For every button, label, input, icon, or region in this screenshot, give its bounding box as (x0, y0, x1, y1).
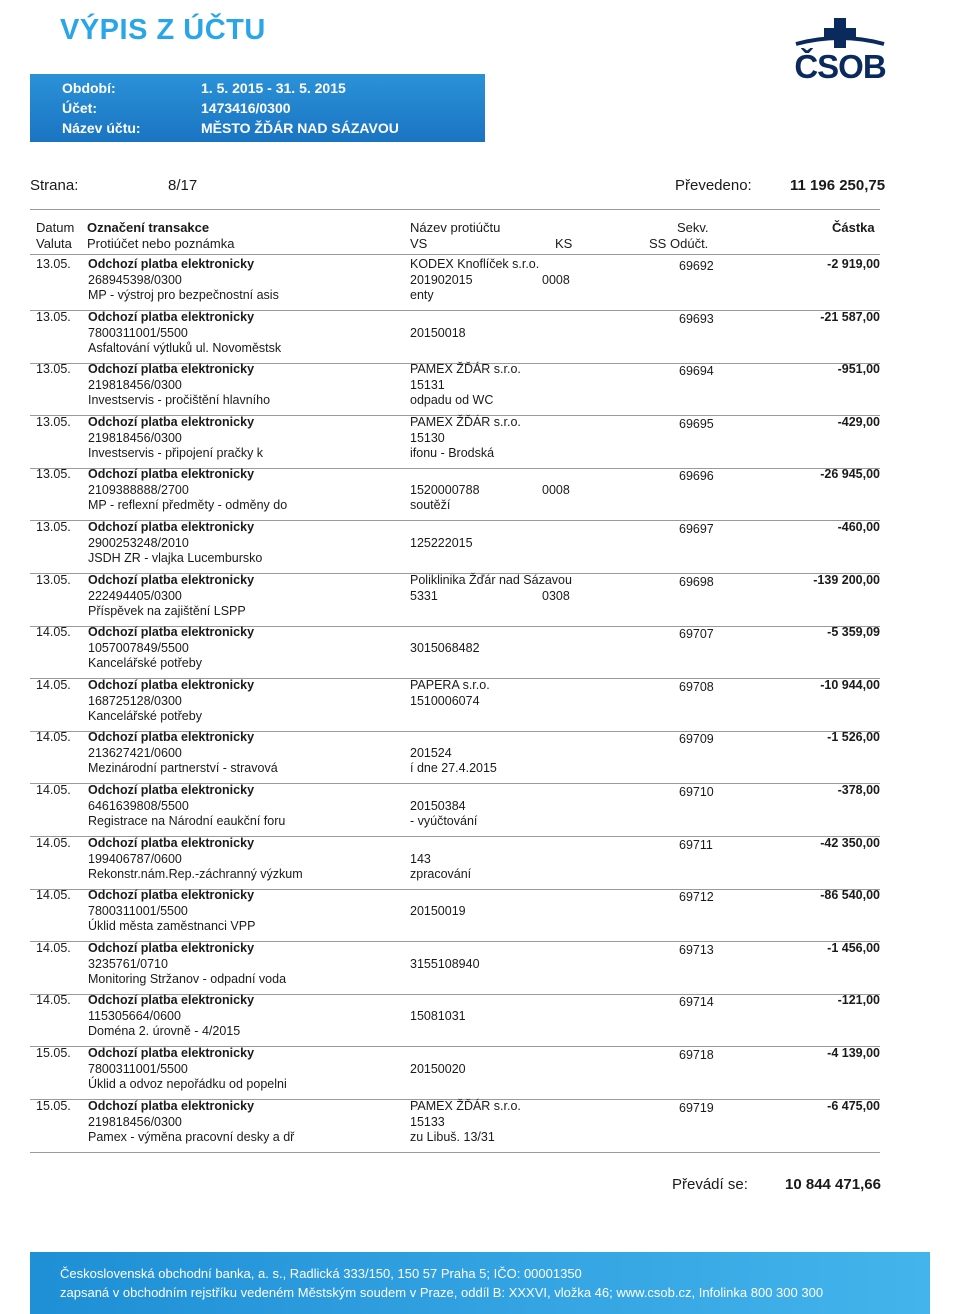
transaction-type: Odchozí platba elektronicky (88, 520, 255, 534)
transaction-date: 14.05. (36, 730, 71, 745)
transaction-type: Odchozí platba elektronicky (88, 362, 255, 377)
transaction-type: Odchozí platba elektronicky (88, 783, 255, 797)
col-oznaceni: Označení transakce (87, 220, 210, 235)
transaction-note: Monitoring Stržanov - odpadní voda (88, 971, 287, 986)
transaction-amount: -1 526,00 (827, 730, 880, 745)
transaction-note: JSDH ZR - vlajka Lucembursko (88, 551, 263, 565)
transaction-note-continued: soutěží (410, 498, 451, 513)
counter-account-name: PAMEX ŽĎÁR s.r.o. (410, 1098, 521, 1113)
counter-account: 7800311001/5500 (88, 325, 188, 340)
transaction-type: Odchozí platba elektronicky (88, 1046, 255, 1060)
sequence-number: 69698 (679, 574, 714, 589)
variable-symbol: 20150384 (410, 799, 466, 813)
transaction-note-continued: - vyúčtování (410, 814, 478, 828)
variable-symbol: 125222015 (410, 536, 473, 550)
constant-symbol: 0308 (542, 588, 570, 603)
account-number: 1473416/0300 (201, 100, 291, 116)
transaction-date: 13.05. (36, 257, 71, 271)
transaction-note: Úklid města zaměstnanci VPP (88, 919, 256, 934)
transaction-type: Odchozí platba elektronicky (88, 257, 255, 271)
variable-symbol: 1520000788 (410, 483, 480, 498)
counter-account: 3235761/0710 (88, 956, 168, 971)
transaction-date: 14.05. (36, 835, 71, 850)
counter-account: 2900253248/2010 (88, 536, 189, 550)
transaction-date: 13.05. (36, 309, 71, 324)
transaction-amount: -429,00 (837, 414, 880, 429)
counter-account: 213627421/0600 (88, 746, 182, 761)
counter-account: 1057007849/5500 (88, 641, 189, 656)
account-name-label: Název účtu: (62, 120, 141, 136)
page-title: VÝPIS Z ÚČTU (60, 14, 266, 46)
transaction-amount: -42 350,00 (820, 835, 880, 850)
csob-logo (790, 14, 890, 85)
counter-account: 7800311001/5500 (88, 1062, 188, 1076)
variable-symbol: 143 (410, 851, 431, 866)
transaction-note: Investservis - připojení pračky k (88, 445, 264, 460)
transaction-amount: -139 200,00 (813, 572, 880, 587)
account-info-box (30, 74, 485, 142)
counter-account-name: PAPERA s.r.o. (410, 677, 490, 692)
logo-text: ČSOB (794, 48, 886, 85)
counter-account: 219818456/0300 (88, 430, 182, 445)
transaction-date: 13.05. (36, 467, 71, 482)
variable-symbol: 15131 (410, 378, 445, 393)
col-castka: Částka (832, 220, 875, 235)
table-row (30, 362, 880, 416)
table-row (30, 888, 880, 942)
transaction-amount: -1 456,00 (827, 940, 880, 955)
transaction-note-continued: enty (410, 288, 434, 302)
sequence-number: 69713 (679, 942, 714, 957)
sequence-number: 69695 (679, 416, 714, 431)
counter-account-name: Poliklinika Žďár nad Sázavou (410, 572, 572, 587)
table-row (30, 573, 880, 627)
transaction-date: 13.05. (36, 572, 71, 587)
transaction-type: Odchozí platba elektronicky (88, 572, 255, 587)
transaction-note: Příspěvek na zajištění LSPP (88, 603, 246, 618)
variable-symbol: 3155108940 (410, 956, 480, 971)
table-row (30, 783, 880, 837)
table-row (30, 993, 880, 1047)
sequence-number: 69714 (679, 995, 714, 1010)
variable-symbol: 201902015 (410, 273, 473, 287)
carry-over-value: 10 844 471,66 (785, 1176, 881, 1193)
transaction-note: MP - reflexní předměty - odměny do (88, 498, 288, 513)
transaction-note: Mezinárodní partnerství - stravová (88, 761, 278, 776)
counter-account-name: PAMEX ŽĎÁR s.r.o. (410, 414, 521, 429)
transaction-type: Odchozí platba elektronicky (88, 677, 255, 692)
header-bottom-divider (30, 254, 880, 255)
transaction-amount: -86 540,00 (820, 888, 880, 903)
counter-account: 7800311001/5500 (88, 904, 188, 919)
table-row (30, 520, 880, 574)
counter-account: 222494405/0300 (88, 588, 182, 603)
transaction-note: Kancelářské potřeby (88, 656, 202, 671)
transaction-date: 15.05. (36, 1098, 71, 1113)
page-label: Strana: (30, 177, 79, 194)
counter-account: 219818456/0300 (88, 378, 182, 393)
transaction-type: Odchozí platba elektronicky (88, 730, 255, 745)
transaction-date: 13.05. (36, 362, 71, 377)
table-row (30, 257, 880, 311)
csob-logo-mark-icon (790, 14, 890, 50)
transaction-amount: -5 359,09 (827, 625, 880, 640)
sequence-number: 69693 (679, 311, 714, 326)
variable-symbol: 15133 (410, 1114, 445, 1129)
transaction-amount: -951,00 (837, 362, 880, 377)
transaction-note: Asfaltování výtluků ul. Novoměstsk (88, 340, 282, 355)
constant-symbol: 0008 (542, 483, 570, 498)
constant-symbol: 0008 (542, 273, 570, 287)
variable-symbol: 5331 (410, 588, 438, 603)
transaction-note: Pamex - výměna pracovní desky a dř (88, 1129, 295, 1144)
transaction-note-continued: ifonu - Brodská (410, 445, 495, 460)
transaction-amount: -6 475,00 (827, 1098, 880, 1113)
transaction-note-continued: zpracování (410, 866, 472, 881)
transaction-note: Kancelářské potřeby (88, 708, 202, 723)
page-number: 8/17 (168, 177, 198, 194)
sequence-number: 69709 (679, 732, 714, 747)
transaction-type: Odchozí platba elektronicky (88, 940, 255, 955)
transaction-type: Odchozí platba elektronicky (88, 993, 255, 1008)
table-row (30, 941, 880, 995)
variable-symbol: 15081031 (410, 1009, 466, 1024)
table-row (30, 730, 880, 784)
transaction-date: 14.05. (36, 783, 71, 797)
transaction-note-continued: zu Libuš. 13/31 (410, 1129, 495, 1144)
col-ss: SS (649, 236, 667, 251)
transaction-note-continued: odpadu od WC (410, 393, 494, 408)
account-label: Účet: (62, 100, 98, 116)
counter-account-name: PAMEX ŽĎÁR s.r.o. (410, 362, 521, 377)
table-row (30, 310, 880, 364)
transfer-label: Převedeno: (675, 177, 752, 194)
carry-over-label: Převádí se: (672, 1176, 748, 1193)
period-label: Období: (62, 80, 116, 96)
transaction-amount: -378,00 (837, 783, 880, 797)
transaction-date: 14.05. (36, 677, 71, 692)
transaction-date: 13.05. (36, 414, 71, 429)
transaction-amount: -460,00 (837, 520, 880, 534)
transaction-date: 14.05. (36, 888, 71, 903)
transaction-type: Odchozí platba elektronicky (88, 625, 255, 640)
transaction-date: 14.05. (36, 625, 71, 640)
table-row (30, 1046, 880, 1100)
transaction-note: Registrace na Národní eaukční foru (88, 814, 286, 828)
footer-line-2: zapsaná v obchodním rejstříku vedeném Městským soudem v Praze, oddíl B: XXXVI, vložka 46; www.csob.cz, Infolinka 800 300 300 (60, 1285, 824, 1300)
counter-account-name: KODEX Knoflíček s.r.o. (410, 257, 540, 271)
counter-account: 115305664/0600 (88, 1009, 181, 1024)
sequence-number: 69718 (679, 1048, 714, 1062)
transaction-amount: -26 945,00 (820, 467, 880, 482)
counter-account: 268945398/0300 (88, 273, 182, 287)
counter-account: 199406787/0600 (88, 851, 182, 866)
sequence-number: 69710 (679, 785, 714, 799)
transaction-type: Odchozí platba elektronicky (88, 414, 255, 429)
transaction-amount: -2 919,00 (827, 257, 880, 271)
col-oducet: Odúčt. (670, 236, 709, 251)
variable-symbol: 15130 (410, 430, 445, 445)
col-vs: VS (410, 236, 428, 251)
transaction-note: Rekonstr.nám.Rep.-záchranný výzkum (88, 866, 303, 881)
transaction-date: 14.05. (36, 940, 71, 955)
transaction-amount: -21 587,00 (820, 309, 880, 324)
col-protiucet: Protiúčet nebo poznámka (87, 236, 235, 251)
table-row (30, 1099, 880, 1153)
transaction-date: 15.05. (36, 1046, 71, 1060)
sequence-number: 69707 (679, 627, 714, 642)
variable-symbol: 201524 (410, 746, 452, 761)
transaction-amount: -4 139,00 (827, 1046, 880, 1060)
variable-symbol: 20150020 (410, 1062, 466, 1076)
sequence-number: 69708 (679, 679, 714, 694)
transaction-type: Odchozí platba elektronicky (88, 1098, 255, 1113)
sequence-number: 69712 (679, 890, 714, 905)
transaction-amount: -10 944,00 (820, 677, 880, 692)
table-row (30, 625, 880, 679)
sequence-number: 69719 (679, 1100, 714, 1115)
col-sekv: Sekv. (677, 220, 709, 235)
transaction-type: Odchozí platba elektronicky (88, 309, 255, 324)
counter-account: 2109388888/2700 (88, 483, 189, 498)
col-valuta: Valuta (36, 236, 72, 251)
variable-symbol: 1510006074 (410, 693, 480, 708)
table-row (30, 467, 880, 521)
transaction-note: Úklid a odvoz nepořádku od popelni (88, 1077, 287, 1091)
sequence-number: 69711 (679, 837, 713, 852)
transaction-type: Odchozí platba elektronicky (88, 467, 255, 482)
transaction-note: Doména 2. úrovně - 4/2015 (88, 1024, 241, 1039)
transaction-type: Odchozí platba elektronicky (88, 888, 255, 903)
col-nazev: Název protiúčtu (410, 220, 501, 235)
sequence-number: 69694 (679, 364, 714, 379)
account-name: MĚSTO ŽĎÁR NAD SÁZAVOU (201, 120, 399, 136)
table-row (30, 415, 880, 469)
transaction-note: MP - výstroj pro bezpečnostní asis (88, 288, 279, 302)
period-value: 1. 5. 2015 - 31. 5. 2015 (201, 80, 346, 96)
header-top-divider (30, 209, 880, 210)
transaction-type: Odchozí platba elektronicky (88, 835, 255, 850)
sequence-number: 69696 (679, 469, 714, 484)
transaction-date: 13.05. (36, 520, 71, 534)
sequence-number: 69697 (679, 522, 714, 536)
variable-symbol: 20150018 (410, 325, 466, 340)
footer-line-1: Československá obchodní banka, a. s., Radlická 333/150, 150 57 Praha 5; IČO: 00001350 (60, 1266, 582, 1281)
transaction-note: Investservis - pročištění hlavního (88, 393, 271, 408)
transaction-amount: -121,00 (837, 993, 880, 1008)
counter-account: 219818456/0300 (88, 1114, 182, 1129)
counter-account: 168725128/0300 (88, 693, 182, 708)
table-row (30, 678, 880, 732)
variable-symbol: 20150019 (410, 904, 466, 919)
transfer-value: 11 196 250,75 (790, 177, 886, 194)
counter-account: 6461639808/5500 (88, 799, 189, 813)
transaction-date: 14.05. (36, 993, 71, 1008)
footer (30, 1252, 930, 1314)
sequence-number: 69692 (679, 259, 714, 273)
col-ks: KS (555, 236, 573, 251)
col-datum: Datum (36, 220, 75, 235)
table-row (30, 836, 880, 890)
variable-symbol: 3015068482 (410, 641, 480, 656)
transaction-note-continued: í dne 27.4.2015 (410, 761, 497, 776)
